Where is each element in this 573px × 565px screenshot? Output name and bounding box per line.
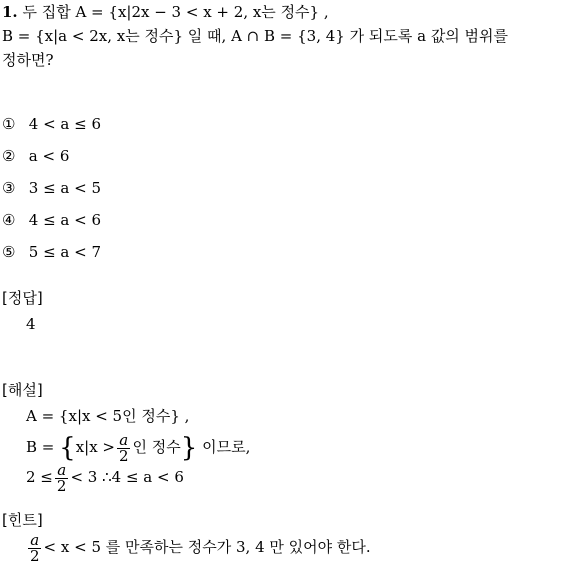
question-line-2: B = {x|a < 2x, x는 정수} 일 때, A ∩ B = {3, 4} 가 되도록 a 값의 범위를 bbox=[2, 27, 509, 45]
answer-value: 4 bbox=[26, 315, 36, 333]
choice-5-text: 5 ≤ a < 7 bbox=[28, 243, 102, 261]
fraction-a-over-2 bbox=[55, 460, 69, 495]
fraction-denominator: 2 bbox=[30, 546, 40, 565]
hint-text: < x < 5 를 만족하는 정수가 3, 4 만 있어야 한다. bbox=[43, 538, 371, 556]
left-brace: { bbox=[59, 433, 76, 463]
explanation-line-1: A = {x|x < 5인 정수} , bbox=[26, 407, 190, 425]
choice-2-mark: ② bbox=[2, 147, 16, 165]
choice-5[interactable] bbox=[2, 242, 101, 262]
choice-3-mark: ③ bbox=[2, 179, 16, 197]
question-line-1 bbox=[2, 2, 329, 22]
fraction-denominator: 2 bbox=[119, 446, 129, 465]
choice-1-mark: ① bbox=[2, 115, 16, 133]
fraction-a-over-2 bbox=[117, 430, 131, 465]
question-line-3: 정하면? bbox=[2, 51, 54, 69]
explanation-line-3-suffix: < 3 ∴4 ≤ a < 6 bbox=[70, 468, 184, 486]
choice-5-mark: ⑤ bbox=[2, 243, 16, 261]
hint-label: [힌트] bbox=[2, 511, 43, 529]
explanation-line-3 bbox=[26, 462, 184, 494]
choice-3[interactable] bbox=[2, 178, 101, 198]
explanation-line-2-after: 인 정수 bbox=[132, 438, 181, 456]
question-number: 1. bbox=[2, 3, 18, 21]
answer-label: [정답] bbox=[2, 289, 43, 307]
right-brace: } bbox=[180, 433, 198, 463]
explanation-line-2 bbox=[26, 432, 250, 464]
explanation-line-2-suffix: 이므로, bbox=[197, 438, 251, 456]
fraction-numerator: a bbox=[119, 430, 129, 449]
explanation-line-2-inner: x|x > bbox=[75, 438, 115, 456]
choice-1[interactable] bbox=[2, 114, 101, 134]
fraction-denominator: 2 bbox=[56, 476, 67, 495]
explanation-label: [해설] bbox=[2, 381, 43, 399]
choice-2[interactable] bbox=[2, 146, 69, 166]
fraction-numerator: a bbox=[57, 460, 67, 479]
explanation-line-3-prefix: 2 ≤ bbox=[26, 468, 53, 486]
choice-4-mark: ④ bbox=[2, 211, 16, 229]
explanation-line-2-prefix: B = bbox=[26, 438, 60, 456]
hint-line bbox=[26, 532, 371, 564]
question-text-1: 두 집합 A = {x|2x − 3 < x + 2, x는 정수} , bbox=[22, 3, 329, 21]
fraction-a-over-2 bbox=[28, 530, 42, 565]
choice-1-text: 4 < a ≤ 6 bbox=[28, 115, 102, 133]
choice-4-text: 4 ≤ a < 6 bbox=[28, 211, 102, 229]
choice-2-text: a < 6 bbox=[28, 147, 70, 165]
fraction-numerator: a bbox=[30, 530, 40, 549]
choice-3-text: 3 ≤ a < 5 bbox=[28, 179, 102, 197]
choice-4[interactable] bbox=[2, 210, 101, 230]
